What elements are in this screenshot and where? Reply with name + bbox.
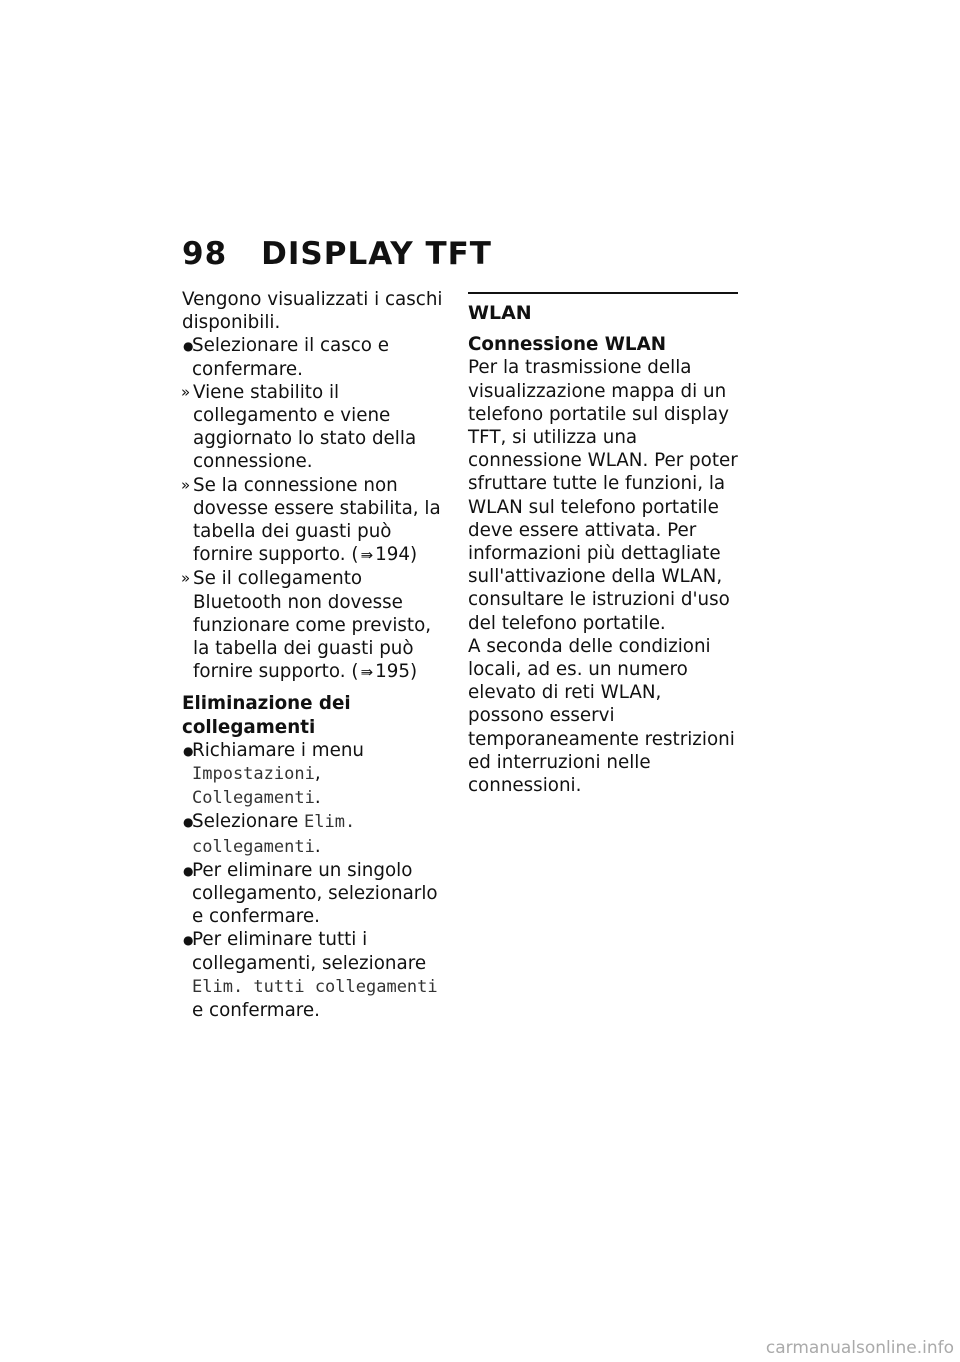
page-reference-link[interactable]: 194) [375,544,418,566]
list-item-text: Per eliminare tutti i collegamenti, selezionare [192,929,427,974]
result-icon: » [181,382,191,401]
list-item [182,334,452,380]
watermark: carmanualsonline.info [765,1338,954,1358]
bullet-icon: ● [183,863,194,878]
punctuation: . [314,835,321,857]
paragraph: A seconda delle condizioni locali, ad es. un numero elevato di reti WLAN, possono esservi temporaneamente restrizioni ed interruzioni nelle connessioni. [468,635,735,797]
page-reference-link[interactable]: 195) [375,661,418,683]
bullet-icon: ● [183,339,194,354]
result-text: Se la connessione non dovesse essere stabilita, la tabella dei guasti può fornire supporto. [193,474,441,566]
paragraph: Per la trasmissione della visualizzazione mappa di un telefono portatile sul display TFT, si utilizza una connessione WLAN. Per poter sfruttare tutte le funzioni, la WLAN sul telefono portatile deve essere attivata. Per informazioni più dettagliate sull'attivazione della WLAN, consultare le istruzioni d'uso del telefono portatile. [468,357,738,634]
bullet-icon: ● [183,743,194,758]
bullet-icon: ● [183,815,194,830]
list-item-text: Richiamare i menu [192,739,365,761]
result-icon: » [181,569,191,588]
page-title: DISPLAY TFT [261,236,492,272]
page-reference-icon: ⇛ [360,663,374,682]
result-text: Se il collegamento Bluetooth non dovesse funzionare come previsto, la tabella dei guasti può fornire supporto. [193,568,432,683]
list-item [182,739,452,811]
right-column [468,288,740,797]
subsection-heading: Connessione WLAN [468,334,667,356]
section-title: WLAN [468,302,532,324]
list-item-text: Per eliminare un singolo collegamento, selezionarlo e confermare. [192,859,438,928]
page-header [182,236,492,272]
section-heading: Eliminazione dei collegamenti [182,693,351,738]
list-item-text: Selezionare il casco e confermare. [192,335,390,380]
list-item [182,810,452,858]
section-divider [468,292,738,294]
list-item [182,928,452,1022]
separator: , [314,763,321,785]
list-item-text: Selezionare [192,811,304,833]
result-item: » Se la connessione non dovesse essere stabilita, la tabella dei guasti può fornire supporto. ( ⇛ 194) [182,474,452,568]
menu-path-code: Impostazioni [192,764,315,785]
result-item [182,381,452,474]
left-column [182,288,452,1022]
list-item-text-end: e confermare. [192,1000,320,1022]
result-icon: » [181,475,191,494]
menu-path-code: Elim. collegamenti [192,812,356,857]
menu-path-code: Elim. tutti collegamenti [192,976,438,997]
result-text: Viene stabilito il collegamento e viene aggiornato lo stato della connessione. [193,381,417,473]
list-item [182,859,452,929]
page-reference-icon: ⇛ [360,546,374,565]
result-item: » Se il collegamento Bluetooth non dovesse funzionare come previsto, la tabella dei guasti può fornire supporto. ( ⇛ 195) [182,567,452,684]
page-number: 98 [182,236,228,272]
punctuation: . [314,787,321,809]
intro-text: Vengono visualizzati i caschi disponibili. [182,289,443,334]
bullet-icon: ● [183,933,194,948]
menu-path-code: Collegamenti [192,788,315,809]
